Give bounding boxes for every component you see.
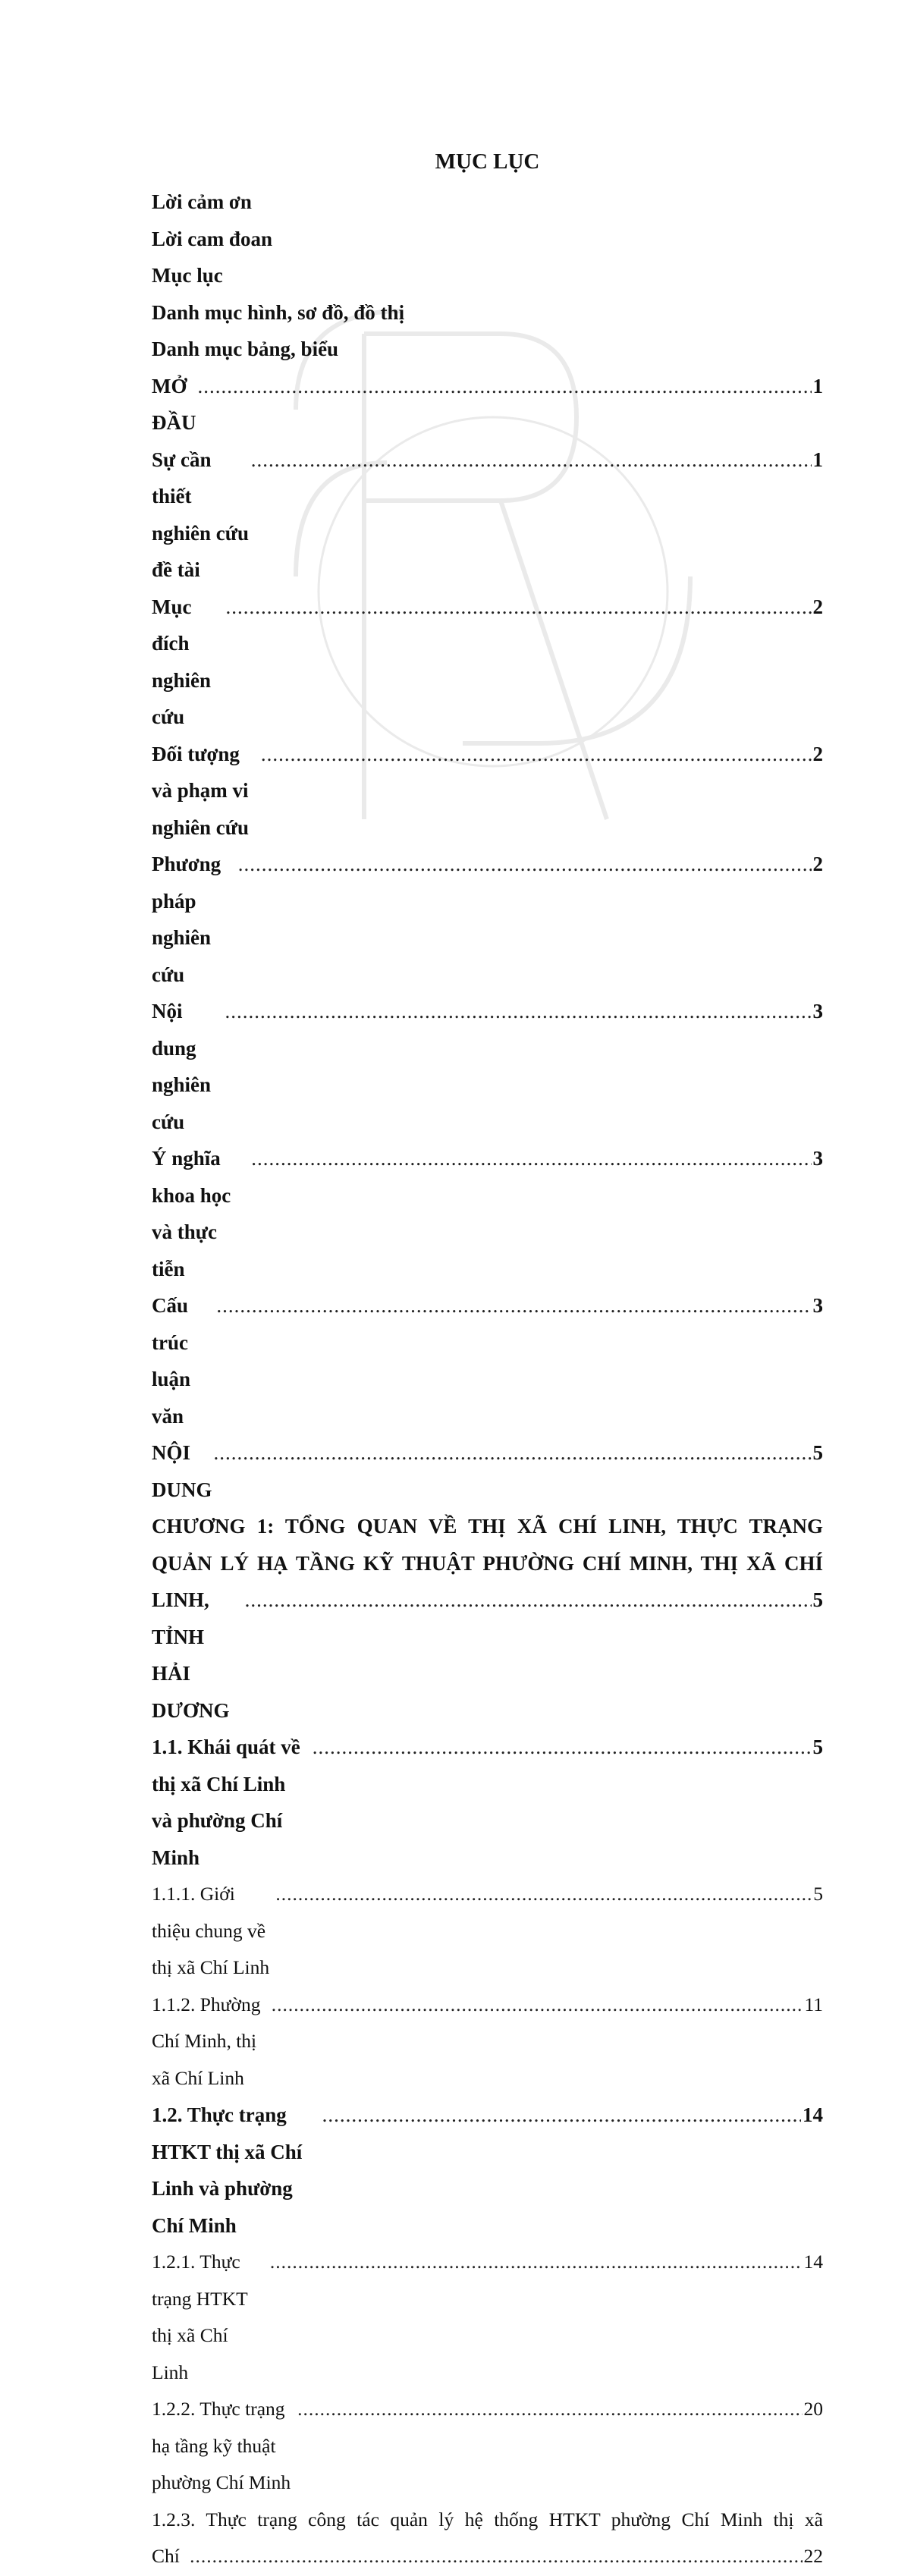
toc-entry-title: Đối tượng và phạm vi nghiên cứu [152, 736, 259, 847]
toc-page-number: 1 [812, 441, 824, 479]
dot-leader [215, 1287, 811, 1324]
toc-entry-title: Cấu trúc luận văn [152, 1287, 215, 1434]
toc-page-number: 3 [812, 1287, 824, 1324]
dot-leader [212, 1434, 812, 1472]
toc-entry-title: Sự cần thiết nghiên cứu đề tài [152, 441, 250, 589]
toc-chapter-1 [152, 1508, 823, 1729]
toc-subsection-title: 1.2.3. Thực trạng công tác quản lý hệ thống HTKT phường Chí Minh thị xã [152, 2502, 823, 2539]
toc-section [152, 2097, 823, 2244]
toc-page-number: 5 [812, 1582, 824, 1619]
dot-leader [237, 846, 812, 883]
toc-subsection-title-end: Chí [152, 2538, 188, 2576]
dot-leader [223, 993, 811, 1030]
toc-entry [152, 589, 823, 736]
toc-page-number: 5 [812, 1876, 823, 1913]
toc-page-number: 5 [812, 1729, 824, 1766]
toc-front-matter-declaration: Lời cam đoan [152, 221, 823, 258]
toc-front-matter-figures: Danh mục hình, sơ đồ, đồ thị [152, 294, 823, 331]
toc-entry-title: Ý nghĩa khoa học và thực tiễn [152, 1140, 250, 1287]
toc-entry [152, 993, 823, 1140]
toc-entry-title: Phương pháp nghiên cứu [152, 846, 237, 993]
toc-page-number: 3 [812, 993, 824, 1030]
toc-entry [152, 441, 823, 589]
dot-leader [259, 736, 812, 773]
toc-page-number: 2 [812, 736, 824, 773]
dot-leader [250, 1140, 811, 1177]
toc-subsection-1-2-3 [152, 2502, 823, 2576]
toc-entry-title: MỞ ĐẦU [152, 368, 196, 441]
toc-entry [152, 736, 823, 847]
toc-page-number: 14 [803, 2244, 824, 2281]
toc-subsection-title: 1.2.2. Thực trạng hạ tầng kỹ thuật phường Chí Minh [152, 2391, 296, 2502]
dot-leader [196, 368, 811, 405]
toc-entry [152, 1140, 823, 1287]
dot-leader [250, 441, 812, 479]
toc-entry-title: Nội dung nghiên cứu [152, 993, 223, 1140]
toc-section [152, 1729, 823, 1876]
toc-page-number: 3 [812, 1140, 824, 1177]
toc-title: MỤC LỤC [152, 147, 823, 176]
toc-front-matter-acknowledgement: Lời cảm ơn [152, 184, 823, 221]
toc-entry [152, 846, 823, 993]
toc-page-number: 14 [801, 2097, 823, 2134]
toc-entry-title: Mục đích nghiên cứu [152, 589, 225, 736]
toc-subsection [152, 1876, 823, 1987]
toc-subsection-last-line [152, 2538, 823, 2576]
toc-page-number: 22 [803, 2538, 824, 2575]
toc-front-matter-contents: Mục lục [152, 257, 823, 294]
toc-subsection [152, 2391, 823, 2502]
dot-leader [311, 1729, 812, 1766]
dot-leader [243, 1582, 812, 1619]
dot-leader [270, 1987, 803, 2024]
toc-page-number: 1 [812, 368, 824, 405]
dot-leader [274, 1876, 812, 1913]
toc-page-number: 11 [803, 1987, 823, 2024]
toc-entry [152, 1287, 823, 1434]
toc-entry-title: NỘI DUNG [152, 1434, 212, 1508]
toc-subsection-title: 1.1.2. Phường Chí Minh, thị xã Chí Linh [152, 1987, 270, 2097]
toc-page-number: 20 [803, 2391, 824, 2428]
toc-subsection-title: 1.2.1. Thực trạng HTKT thị xã Chí Linh [152, 2244, 269, 2391]
toc-section-title: 1.2. Thực trạng HTKT thị xã Chí Linh và phường Chí Minh [152, 2097, 321, 2244]
dot-leader [225, 589, 812, 626]
toc-front-matter-tables: Danh mục bảng, biểu [152, 331, 823, 368]
toc-list [152, 184, 823, 2576]
toc-section-title: 1.1. Khái quát về thị xã Chí Linh và phường Chí Minh [152, 1729, 311, 1876]
toc-subsection [152, 2244, 823, 2391]
toc-entry [152, 368, 823, 441]
toc-page-number: 2 [812, 846, 824, 883]
toc-subsection-title: 1.1.1. Giới thiệu chung về thị xã Chí Linh [152, 1876, 274, 1987]
toc-chapter-1-title-end: LINH, TỈNH HẢI DƯƠNG [152, 1582, 243, 1729]
dot-leader [188, 2538, 802, 2575]
dot-leader [296, 2391, 802, 2428]
dot-leader [269, 2244, 803, 2281]
dot-leader [321, 2097, 801, 2134]
toc-chapter-1-title: CHƯƠNG 1: TỔNG QUAN VỀ THỊ XÃ CHÍ LINH, THỰC TRẠNG QUẢN LÝ HẠ TẦNG KỸ THUẬT PHƯỜNG CHÍ MINH, THỊ XÃ CHÍ [152, 1508, 823, 1582]
toc-entry [152, 1434, 823, 1508]
toc-subsection [152, 1987, 823, 2097]
table-of-contents [152, 147, 823, 2576]
toc-chapter-1-last-line [152, 1582, 823, 1729]
toc-page-number: 2 [812, 589, 824, 626]
toc-page-number: 5 [812, 1434, 824, 1472]
